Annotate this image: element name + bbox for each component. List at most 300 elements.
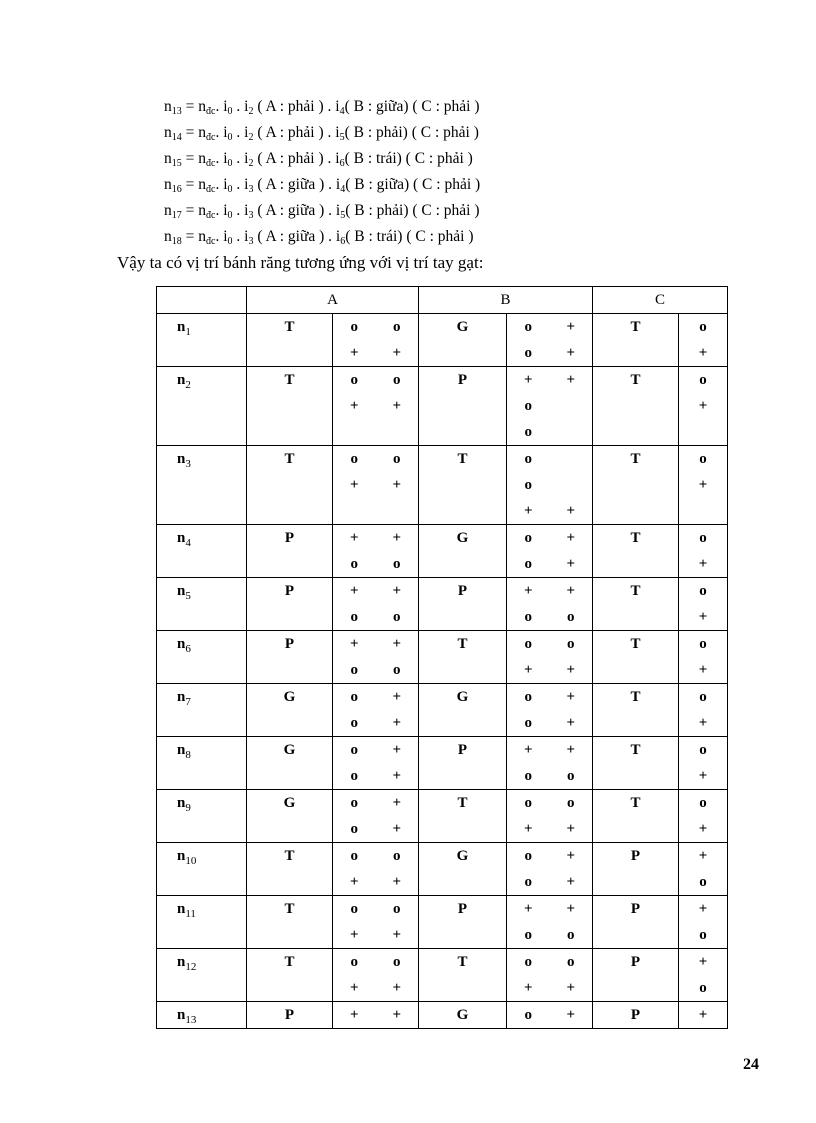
header-cell-c: C: [593, 287, 728, 314]
speed-index: 13: [185, 1014, 197, 1026]
a-symbols: [333, 896, 419, 949]
c-position-value: T: [630, 742, 641, 758]
a-position-value: T: [284, 319, 295, 335]
row-label-text: [177, 578, 246, 604]
b-position: [419, 367, 507, 446]
symbol-line: [333, 472, 418, 498]
gear-symbol: +: [392, 636, 402, 652]
gear-symbol: +: [523, 742, 533, 758]
gear-symbol: o: [524, 319, 532, 335]
row-label: [157, 949, 247, 1002]
gear-symbol: o: [567, 636, 575, 652]
gear-symbol: +: [698, 398, 708, 414]
symbol-line: [333, 843, 418, 869]
row-label-text: [177, 843, 246, 869]
a-symbols: [333, 949, 419, 1002]
b-symbols: [507, 896, 593, 949]
gear-symbol: +: [392, 742, 402, 758]
a-position: [247, 790, 333, 843]
gear-symbol: o: [524, 451, 532, 467]
symbol-line: [507, 472, 592, 498]
a-position: [247, 896, 333, 949]
gear-symbol: +: [566, 742, 576, 758]
gear-symbol: +: [698, 768, 708, 784]
gear-symbol: +: [392, 583, 402, 599]
table-row: [157, 843, 728, 896]
gear-symbol: o: [524, 768, 532, 784]
gear-symbol: o: [524, 609, 532, 625]
a-symbols: [333, 843, 419, 896]
symbol-line: [333, 578, 418, 604]
gear-symbol: +: [349, 477, 359, 493]
gear-symbol: +: [392, 398, 402, 414]
table-row: [157, 578, 728, 631]
gear-symbol: o: [699, 451, 707, 467]
gear-symbol: +: [566, 901, 576, 917]
gear-symbol: +: [523, 901, 533, 917]
symbol-line: [507, 975, 592, 1001]
b-position-value: G: [456, 530, 469, 546]
a-symbols: [333, 1002, 419, 1029]
b-position-value: G: [456, 1007, 469, 1023]
gear-symbol: o: [699, 742, 707, 758]
symbol-line: [333, 816, 418, 842]
gear-symbol: o: [567, 768, 575, 784]
row-label-text: [177, 896, 246, 922]
speed-index: 7: [185, 696, 191, 708]
gear-symbol: +: [349, 980, 359, 996]
gear-symbol: o: [524, 795, 532, 811]
c-position-value: T: [630, 319, 641, 335]
table-row: [157, 314, 728, 367]
a-position: [247, 631, 333, 684]
symbol-line: [507, 922, 592, 948]
table-row: [157, 790, 728, 843]
b-symbols: [507, 1002, 593, 1029]
symbol-line: [333, 551, 418, 577]
b-position-value: T: [457, 636, 468, 652]
a-position: [247, 578, 333, 631]
gear-symbol: +: [349, 530, 359, 546]
gear-symbol: o: [350, 821, 358, 837]
speed-symbol: n: [177, 848, 186, 864]
c-symbols: [679, 1002, 728, 1029]
b-position-value: P: [457, 742, 468, 758]
header-cell-empty: [157, 287, 247, 314]
gear-symbol: +: [566, 689, 576, 705]
speed-index: 12: [185, 961, 197, 973]
b-position: [419, 1002, 507, 1029]
c-position-value: T: [630, 689, 641, 705]
b-position-value: T: [457, 954, 468, 970]
row-label: [157, 737, 247, 790]
gear-symbol: o: [350, 848, 358, 864]
c-symbols: [679, 790, 728, 843]
b-symbols: [507, 949, 593, 1002]
gear-symbol: [564, 419, 578, 445]
symbol-line: [507, 790, 592, 816]
row-label-text: [177, 684, 246, 710]
a-symbols: [333, 525, 419, 578]
gear-symbol: +: [349, 583, 359, 599]
gear-symbol: +: [523, 662, 533, 678]
a-symbols: [333, 367, 419, 446]
gear-symbol: o: [699, 927, 707, 943]
symbol-line: [333, 604, 418, 630]
gear-symbol: +: [566, 1007, 576, 1023]
page-number: 24: [743, 1056, 759, 1073]
gear-symbol: o: [350, 319, 358, 335]
gear-symbol: +: [566, 874, 576, 890]
c-position: [593, 684, 679, 737]
c-position: [593, 578, 679, 631]
table-row: [157, 631, 728, 684]
symbol-line: [507, 446, 592, 472]
c-position-value: P: [630, 901, 641, 917]
symbol-line: [333, 340, 418, 366]
b-position: [419, 737, 507, 790]
c-position: [593, 367, 679, 446]
speed-symbol: n: [177, 583, 186, 599]
symbol-line: [333, 367, 418, 393]
gear-symbol: o: [567, 954, 575, 970]
gear-symbol: +: [698, 715, 708, 731]
symbol-line: [333, 975, 418, 1001]
symbol-line: [507, 525, 592, 551]
gear-symbol: o: [567, 609, 575, 625]
gear-symbol: +: [566, 503, 576, 519]
gear-symbol: o: [524, 398, 532, 414]
speed-index: 3: [185, 458, 191, 470]
a-position: [247, 314, 333, 367]
row-label-text: [177, 949, 246, 975]
b-position-value: P: [457, 901, 468, 917]
speed-index: 2: [185, 379, 191, 391]
gear-symbol: +: [392, 345, 402, 361]
c-position-value: T: [630, 795, 641, 811]
a-position-value: P: [284, 1007, 295, 1023]
a-position: [247, 367, 333, 446]
c-symbols: [679, 737, 728, 790]
symbol-line: [507, 710, 592, 736]
b-symbols: [507, 843, 593, 896]
speed-index: 10: [185, 855, 197, 867]
gear-symbol: o: [393, 901, 401, 917]
c-position: [593, 1002, 679, 1029]
gear-symbol: +: [523, 372, 533, 388]
c-symbols: [679, 314, 728, 367]
formula-line: $n_{14} = n_{đc}$. $i_0$ . $i_2$ ( A : phải ) . $i_5$( B : phải) ( C : phải ): [164, 124, 479, 143]
a-position-value: P: [284, 636, 295, 652]
table-body: [157, 314, 728, 1029]
gear-symbol: +: [698, 345, 708, 361]
symbol-line: [333, 393, 418, 419]
symbol-line: [507, 578, 592, 604]
gear-symbol: o: [699, 583, 707, 599]
gear-symbol: o: [524, 927, 532, 943]
speed-index: 6: [185, 643, 191, 655]
formula-line: $n_{13} = n_{đc}$. $i_0$ . $i_2$ ( A : phải ) . $i_4$( B : giữa) ( C : phải ): [164, 98, 480, 117]
gear-symbol: o: [567, 795, 575, 811]
gear-symbol: o: [699, 689, 707, 705]
gear-symbol: o: [350, 715, 358, 731]
gear-symbol: o: [699, 795, 707, 811]
gear-symbol: o: [393, 662, 401, 678]
b-position-value: G: [456, 319, 469, 335]
gear-symbol: +: [392, 1007, 402, 1023]
a-symbols: [333, 446, 419, 525]
a-position-value: G: [283, 795, 296, 811]
row-label: [157, 367, 247, 446]
row-label-text: [177, 525, 246, 551]
c-position-value: T: [630, 451, 641, 467]
formula-list: [164, 94, 480, 250]
symbol-line: [507, 763, 592, 789]
gear-symbol: +: [698, 848, 708, 864]
c-position-value: P: [630, 1007, 641, 1023]
symbol-line: [507, 631, 592, 657]
gear-symbol: o: [350, 742, 358, 758]
symbol-line: [333, 710, 418, 736]
a-position-value: T: [284, 954, 295, 970]
gear-symbol: +: [349, 345, 359, 361]
table-row: [157, 525, 728, 578]
gear-symbol: o: [393, 319, 401, 335]
gear-symbol: +: [349, 1007, 359, 1023]
table-row: [157, 684, 728, 737]
speed-index: 11: [185, 908, 196, 920]
b-position-value: G: [456, 848, 469, 864]
c-position: [593, 737, 679, 790]
symbol-line: [507, 816, 592, 842]
a-position: [247, 525, 333, 578]
a-symbols: [333, 790, 419, 843]
gear-symbol: o: [393, 372, 401, 388]
gear-symbol: +: [523, 980, 533, 996]
a-symbols: [333, 578, 419, 631]
speed-symbol: n: [177, 636, 186, 652]
c-position-value: T: [630, 636, 641, 652]
c-position: [593, 314, 679, 367]
speed-index: 9: [185, 802, 191, 814]
gear-symbol: +: [698, 1007, 708, 1023]
b-position-value: P: [457, 372, 468, 388]
gear-symbol: +: [392, 980, 402, 996]
gear-symbol: +: [698, 901, 708, 917]
symbol-line: [507, 657, 592, 683]
b-position-value: G: [456, 689, 469, 705]
a-symbols: [333, 314, 419, 367]
b-position: [419, 949, 507, 1002]
a-position-value: T: [284, 372, 295, 388]
symbol-line: [333, 684, 418, 710]
gear-symbol: +: [392, 927, 402, 943]
gear-symbol: +: [349, 927, 359, 943]
gear-symbol: +: [392, 530, 402, 546]
table-row: [157, 949, 728, 1002]
symbol-line: [507, 498, 592, 524]
gear-symbol: o: [350, 451, 358, 467]
a-position-value: T: [284, 901, 295, 917]
symbol-line: [507, 737, 592, 763]
c-position: [593, 843, 679, 896]
b-position: [419, 896, 507, 949]
gear-symbol: o: [524, 530, 532, 546]
gear-symbol: +: [523, 821, 533, 837]
gear-symbol: +: [698, 821, 708, 837]
intro-text: Vậy ta có vị trí bánh răng tương ứng với vị trí tay gạt:: [117, 253, 484, 272]
b-position: [419, 446, 507, 525]
c-symbols: [679, 367, 728, 446]
row-label: [157, 843, 247, 896]
symbol-line: [507, 367, 592, 393]
gear-symbol: +: [566, 345, 576, 361]
a-position: [247, 949, 333, 1002]
symbol-line: [333, 949, 418, 975]
formula-line: $n_{17} = n_{đc}$. $i_0$ . $i_3$ ( A : giữa ) . $i_5$( B : phải) ( C : phải ): [164, 202, 480, 221]
gear-symbol: o: [393, 609, 401, 625]
a-position: [247, 446, 333, 525]
gear-symbol: o: [524, 715, 532, 731]
b-position-value: T: [457, 795, 468, 811]
b-position-value: P: [457, 583, 468, 599]
b-symbols: [507, 631, 593, 684]
c-symbols: [679, 843, 728, 896]
b-symbols: [507, 525, 593, 578]
symbol-line: [333, 922, 418, 948]
gear-symbol: +: [392, 821, 402, 837]
speed-symbol: n: [177, 319, 186, 335]
gear-symbol: o: [524, 556, 532, 572]
c-position: [593, 896, 679, 949]
gear-symbol: o: [350, 689, 358, 705]
table-header-row: [157, 287, 728, 314]
gear-symbol: +: [698, 477, 708, 493]
c-position: [593, 631, 679, 684]
c-symbols: [679, 949, 728, 1002]
gear-symbol: o: [350, 372, 358, 388]
gear-symbol: +: [566, 556, 576, 572]
table-row: [157, 737, 728, 790]
c-position-value: P: [630, 848, 641, 864]
gear-symbol: +: [392, 795, 402, 811]
symbol-line: [333, 763, 418, 789]
symbol-line: [507, 843, 592, 869]
symbol-line: [333, 1002, 418, 1028]
gear-symbol: o: [524, 954, 532, 970]
row-label: [157, 578, 247, 631]
row-label-text: [177, 631, 246, 657]
b-symbols: [507, 314, 593, 367]
symbol-line: [507, 604, 592, 630]
c-position: [593, 790, 679, 843]
symbol-line: [333, 314, 418, 340]
formula-line: $n_{15} = n_{đc}$. $i_0$ . $i_2$ ( A : phải ) . $i_6$( B : trái) ( C : phải ): [164, 150, 473, 169]
symbol-line: [507, 340, 592, 366]
symbol-line: [507, 684, 592, 710]
a-position-value: P: [284, 530, 295, 546]
speed-symbol: n: [177, 689, 186, 705]
c-position: [593, 949, 679, 1002]
gear-symbol: o: [350, 795, 358, 811]
gear-symbol: +: [698, 662, 708, 678]
row-label: [157, 1002, 247, 1029]
b-position: [419, 578, 507, 631]
formula-line: $n_{16} = n_{đc}$. $i_0$ . $i_3$ ( A : giữa ) . $i_4$( B : giữa) ( C : phải ): [164, 176, 481, 195]
gear-symbol: o: [350, 556, 358, 572]
speed-symbol: n: [177, 954, 186, 970]
speed-symbol: n: [177, 795, 186, 811]
gear-symbol: o: [699, 874, 707, 890]
gear-symbol: o: [524, 1007, 532, 1023]
gear-symbol: +: [698, 954, 708, 970]
symbol-line: [333, 631, 418, 657]
c-position-value: P: [630, 954, 641, 970]
gear-symbol: o: [393, 451, 401, 467]
gear-symbol: o: [524, 848, 532, 864]
gear-symbol: +: [349, 636, 359, 652]
gear-symbol: +: [566, 980, 576, 996]
a-symbols: [333, 684, 419, 737]
gear-symbol: o: [699, 319, 707, 335]
b-position: [419, 843, 507, 896]
gear-symbol: +: [566, 319, 576, 335]
b-position: [419, 631, 507, 684]
gear-symbol: o: [524, 874, 532, 890]
b-symbols: [507, 578, 593, 631]
gear-symbol: o: [393, 848, 401, 864]
gear-symbol: o: [699, 980, 707, 996]
gear-symbol: +: [392, 477, 402, 493]
a-symbols: [333, 737, 419, 790]
a-position: [247, 684, 333, 737]
symbol-line: [333, 869, 418, 895]
b-position: [419, 684, 507, 737]
table-row: [157, 1002, 728, 1029]
gear-symbol: o: [524, 345, 532, 361]
gear-symbol: [564, 393, 578, 419]
gear-symbol: o: [350, 662, 358, 678]
gear-symbol: +: [392, 768, 402, 784]
gear-symbol: o: [350, 954, 358, 970]
row-label-text: [177, 446, 246, 472]
c-symbols: [679, 631, 728, 684]
gear-symbol: +: [566, 662, 576, 678]
gear-symbol: +: [392, 689, 402, 705]
gear-symbol: +: [698, 556, 708, 572]
symbol-line: [333, 896, 418, 922]
symbol-line: [333, 446, 418, 472]
c-symbols: [679, 684, 728, 737]
c-position-value: T: [630, 372, 641, 388]
symbol-line: [507, 419, 592, 445]
gear-symbol: o: [350, 609, 358, 625]
symbol-line: [507, 869, 592, 895]
symbol-line: [507, 551, 592, 577]
gear-symbol: +: [523, 503, 533, 519]
b-symbols: [507, 737, 593, 790]
symbol-line: [333, 657, 418, 683]
gear-symbol: +: [566, 715, 576, 731]
a-position-value: G: [283, 742, 296, 758]
gear-symbol: o: [699, 636, 707, 652]
b-position: [419, 525, 507, 578]
c-position: [593, 446, 679, 525]
row-label: [157, 896, 247, 949]
speed-index: 5: [185, 590, 191, 602]
row-label: [157, 684, 247, 737]
symbol-line: [333, 737, 418, 763]
